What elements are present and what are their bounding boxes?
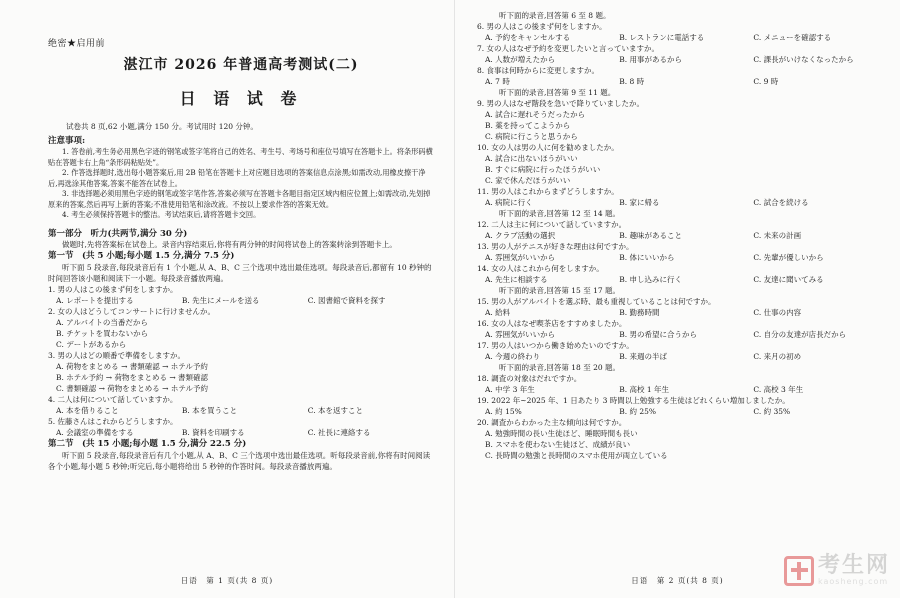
question-14: 14. 女の人はこれから何をしますか。: [477, 264, 604, 273]
question-8-options: [477, 76, 888, 87]
option-a: A. 病院に行く: [485, 198, 533, 207]
option-b: B. 高校 1 年生: [619, 385, 670, 394]
question-4-options: [48, 405, 434, 416]
option-b: B. 本を買うこと: [181, 405, 238, 415]
option-a: A. 荷物をまとめる → 書類確認 → ホテル予約: [56, 361, 208, 371]
option-a: A. アルバイトの当番だから: [56, 317, 148, 327]
question-13-options: [477, 252, 888, 263]
option-b: B. 体にいいから: [619, 253, 675, 262]
question-13: 13. 男の人がテニスが好きな理由は何ですか。: [477, 242, 634, 251]
option-a: A. 試合に出ないほうがいい: [485, 154, 578, 163]
option-b: B. レストランに電話する: [619, 33, 705, 42]
option-b: B. 先生にメールを送る: [181, 295, 260, 305]
option-b: B. 趣味があること: [619, 231, 682, 240]
question-20: 20. 調査からわかった主な傾向は何ですか。: [477, 418, 627, 427]
note-3: 3. 非选择题必须用黑色字迹的钢笔或签字笔作答,答案必须写在答题卡各题目指定区域内相应位置上;如需改动,先划掉原来的答案,然后再写上新的答案;不准使用铅笔和涂改液。不按以上要求作答的答案无效。: [48, 189, 431, 209]
question-17: 17. 男の人はいつから働き始めたいのですか。: [477, 341, 634, 350]
option-c: C. 自分の友達が店長だから: [753, 330, 847, 339]
option-c: C. 先輩が優しいから: [753, 253, 824, 262]
option-a: A. 約 15%: [485, 407, 522, 416]
part-1-title: 第一部分 听力(共两节,满分 30 分): [48, 228, 188, 239]
question-15: 15. 男の人がアルバイトを選ぶ時、最も重視していることは何ですか。: [477, 297, 716, 306]
question-11: 11. 男の人はこれからまずどうしますか。: [477, 187, 619, 196]
option-b: B. 薬を持ってこようから: [485, 121, 571, 130]
question-11-options: [477, 197, 888, 208]
option-b: B. スマホを使わない生徒ほど、成績が良い: [485, 440, 631, 449]
watermark-name: 考生网: [817, 553, 890, 578]
note-1: 1. 答卷前,考生务必用黑色字迹的钢笔或签字笔将自己的姓名、考生号、考场号和座位号填写在答题卡上。将条形码横贴在答题卡右上角“条形码粘贴处”。: [48, 147, 433, 167]
option-c: C. 約 35%: [753, 407, 791, 416]
instruction-18-20: 听下面的录音,回答第 18 至 20 题。: [499, 363, 621, 372]
option-b: B. すぐに病院に行ったほうがいい: [485, 165, 601, 174]
option-b: B. 来週の半ば: [619, 352, 667, 361]
option-c: C. 9 時: [753, 77, 779, 86]
option-a: A. 給料: [485, 308, 511, 317]
option-b: B. 勤務時間: [619, 308, 660, 317]
option-b: B. 約 25%: [619, 407, 657, 416]
question-19-options: [477, 406, 888, 417]
question-2-options: [48, 317, 434, 350]
option-b: B. 資料を印刷する: [181, 427, 245, 437]
question-14-options: [477, 274, 888, 285]
question-5-options: [48, 427, 434, 438]
question-12: 12. 二人は主に何について話していますか。: [477, 220, 627, 229]
option-a: A. クラブ活動の選択: [485, 231, 556, 240]
section-2-instructions: 听下面 5 段录音,每段录音后有几个小题,从 A、B、C 三个选项中选出最佳选项。听每段录音前,你将有时间阅读各个小题,每小题 5 秒钟;听完后,每小题将给出 5 秒钟的作答时间。每段录音播放两遍。: [48, 450, 431, 471]
section-1-title: 第一节 (共 5 小题;每小题 1.5 分,满分 7.5 分): [48, 250, 235, 261]
question-6: 6. 男の人はこの後まず何をしますか。: [477, 22, 607, 31]
question-16: 16. 女の人はなぜ喫茶店をすすめましたか。: [477, 319, 627, 328]
option-c: C. 高校 3 年生: [753, 385, 804, 394]
question-9: 9. 男の人はなぜ階段を急いで降りていましたか。: [477, 99, 645, 108]
option-a: A. 今週の終わり: [485, 352, 541, 361]
option-c: C. デートがあるから: [56, 339, 127, 349]
option-b: B. 8 時: [619, 77, 645, 86]
option-a: A. 会議室の準備をする: [56, 427, 134, 437]
question-18-options: [477, 384, 888, 395]
option-c: C. 書類確認 → 荷物をまとめる → ホテル予約: [56, 383, 208, 393]
instruction-15-17: 听下面的录音,回答第 15 至 17 题。: [499, 286, 621, 295]
option-a: A. レポートを提出する: [56, 295, 134, 305]
option-c: C. 試合を続ける: [753, 198, 809, 207]
question-3: 3. 男の人はどの順番で準備をしますか。: [48, 350, 186, 360]
question-20-options: [477, 428, 888, 461]
subject-title: 日 语 试 卷: [179, 89, 303, 108]
option-c: C. メニューを確認する: [753, 33, 832, 42]
question-2: 2. 女の人はどうしてコンサートに行けませんか。: [48, 306, 216, 316]
option-c: C. 社長に連絡する: [307, 427, 371, 437]
question-1: 1. 男の人はこの後まず何をしますか。: [48, 284, 178, 294]
option-c: C. 友達に聞いてみる: [753, 275, 824, 284]
instruction-9-11: 听下面的录音,回答第 9 至 11 题。: [499, 88, 616, 97]
page-1-footer: 日语 第 1 页(共 8 页): [180, 576, 274, 585]
question-5: 5. 佐藤さんはこれからどうしますか。: [48, 416, 178, 426]
option-a: A. 人数が増えたから: [485, 55, 556, 64]
option-b: B. 男の希望に合うから: [619, 330, 697, 339]
option-c: C. 課長がいけなくなったから: [753, 55, 854, 64]
question-7: 7. 女の人はなぜ予約を変更したいと言っていますか。: [477, 44, 660, 53]
question-19: 19. 2022 年~2025 年、1 日あたり 3 時間以上勉強する生徒はどれくらい増加しましたか。: [477, 396, 790, 405]
part-1-instructions: 做题时,先将答案标在试卷上。录音内容结束后,你将有两分钟的时间将试卷上的答案转涂到答题卡上。: [62, 239, 397, 249]
question-10-options: [477, 153, 888, 186]
option-a: A. 先生に相談する: [485, 275, 548, 284]
option-a: A. 中学 3 年生: [485, 385, 535, 394]
section-1-instructions: 听下面 5 段录音,每段录音后有 1 个小题,从 A、B、C 三个选项中选出最佳选项。每段录音后,都留有 10 秒钟的时间回答该小题和阅读下一小题。每段录音播放两遍。: [48, 262, 432, 283]
notes-heading: 注意事项:: [48, 136, 86, 146]
option-b: B. チケットを買わないから: [56, 328, 149, 338]
option-c: C. 家で休んだほうがいい: [485, 176, 571, 185]
question-8: 8. 食事は何時からに変更しますか。: [477, 66, 600, 75]
option-c: C. 本を返すこと: [307, 405, 363, 415]
option-a: A. 7 時: [485, 77, 510, 86]
option-a: A. 試合に遅れそうだったから: [485, 110, 586, 119]
section-2-title: 第二节 (共 15 小题;每小题 1.5 分,满分 22.5 分): [48, 438, 247, 449]
option-c: C. 病院に行こうと思うから: [485, 132, 578, 141]
note-2: 2. 作答选择题时,选出每小题答案后,用 2B 铅笔在答题卡上对应题目选项的答案信息点涂黑;如需改动,用橡皮擦干净后,再选涂其他答案,答案不能答在试卷上。: [48, 168, 426, 188]
page-2-footer: 日语 第 2 页(共 8 页): [631, 576, 724, 585]
kaosheng-watermark: [784, 555, 890, 586]
question-10: 10. 女の人は男の人に何を勧めましたか。: [477, 143, 619, 152]
option-c: C. 来月の初め: [753, 352, 802, 361]
option-b: B. 家に帰る: [619, 198, 660, 207]
option-c: C. 図書館で資料を探す: [307, 295, 386, 305]
question-12-options: [477, 230, 888, 241]
kaosheng-logo-icon: [784, 556, 814, 586]
question-15-options: [477, 307, 888, 318]
confidential-mark: 绝密★启用前: [48, 39, 106, 49]
page-2: [454, 0, 900, 598]
exam-title: 湛江市 2026 年普通高考测试(二): [123, 57, 359, 73]
instruction-6-8: 听下面的录音,回答第 6 至 8 题。: [499, 11, 611, 20]
option-c: C. 長時間の勉強と長時間のスマホ使用が両立している: [485, 451, 668, 460]
option-c: C. 未来の計画: [753, 231, 802, 240]
exam-meta: 试卷共 8 页,62 小题,满分 150 分。考试用时 120 分钟。: [66, 122, 258, 131]
question-1-options: [48, 295, 434, 306]
option-b: B. ホテル予約 → 荷物をまとめる → 書類確認: [56, 372, 209, 382]
question-4: 4. 二人は何について話していますか。: [48, 394, 178, 404]
option-a: A. 本を借りること: [56, 405, 119, 415]
question-6-options: [477, 32, 888, 43]
option-a: A. 雰囲気がいいから: [485, 253, 556, 262]
option-b: B. 申し込みに行く: [619, 275, 682, 284]
option-a: A. 雰囲気がいいから: [485, 330, 556, 339]
question-17-options: [477, 351, 888, 362]
question-7-options: [477, 54, 888, 65]
instruction-12-14: 听下面的录音,回答第 12 至 14 题。: [499, 209, 621, 218]
question-18: 18. 調査の対象はだれですか。: [477, 374, 582, 383]
option-a: A. 勉強時間の長い生徒ほど、睡眠時間も長い: [485, 429, 638, 438]
question-9-options: [477, 109, 888, 142]
question-16-options: [477, 329, 888, 340]
option-a: A. 予約をキャンセルする: [485, 33, 571, 42]
option-c: C. 仕事の内容: [753, 308, 802, 317]
note-4: 4. 考生必须保持答题卡的整洁。考试结束后,请将答题卡交回。: [62, 210, 261, 219]
watermark-url: kaosheng.com: [817, 577, 889, 586]
watermark-text: [818, 555, 890, 586]
question-3-options: [48, 361, 434, 394]
option-b: B. 用事があるから: [619, 55, 682, 64]
